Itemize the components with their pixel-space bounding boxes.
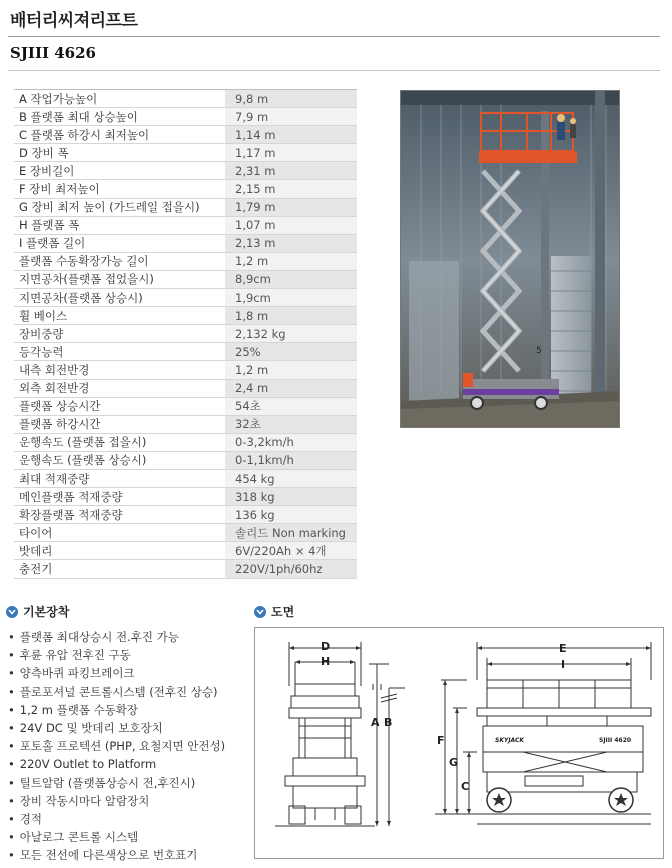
spec-label: 장비중량 bbox=[14, 325, 225, 343]
spec-row bbox=[14, 524, 357, 542]
feature-text: 후륜 유압 전후진 구동 bbox=[19, 648, 131, 663]
spec-label: 운행속도 (플랫폼 상승시) bbox=[14, 451, 225, 469]
dimension-drawing-svg bbox=[255, 628, 665, 860]
scissor-lift-photo bbox=[401, 91, 620, 428]
feature-text: 틸트알람 (플랫폼상승시 전,후진시) bbox=[19, 775, 196, 790]
feature-text: 플로포셔널 콘트롤시스템 (전후진 상승) bbox=[19, 684, 218, 699]
feature-item bbox=[8, 810, 225, 828]
feature-text: 아날로그 콘트롤 시스템 bbox=[19, 830, 139, 845]
spec-value: 2,15 m bbox=[225, 180, 357, 198]
feature-item bbox=[8, 846, 225, 864]
feature-text: 220V Outlet to Platform bbox=[19, 757, 157, 772]
spec-label: 내측 회전반경 bbox=[14, 361, 225, 379]
chevron-down-icon bbox=[254, 606, 266, 618]
bullet: • bbox=[8, 812, 15, 827]
bullet: • bbox=[8, 739, 15, 754]
spec-label: 지면공차(플랫폼 접었을시) bbox=[14, 270, 225, 288]
model-name: SJIII 4626 bbox=[10, 44, 96, 62]
spec-label: H 플랫폼 폭 bbox=[14, 216, 225, 234]
spec-value: 2,13 m bbox=[225, 234, 357, 252]
spec-row bbox=[14, 415, 357, 433]
dim-label-a: A bbox=[371, 716, 380, 729]
dim-label-b: B bbox=[384, 716, 393, 729]
page-title: 배터리씨져리프트 bbox=[10, 11, 138, 31]
spec-label: 외측 회전반경 bbox=[14, 379, 225, 397]
spec-value: 2,132 kg bbox=[225, 325, 357, 343]
drawing-heading bbox=[254, 603, 294, 620]
spec-label: A 작업가능높이 bbox=[14, 90, 225, 108]
spec-row bbox=[14, 252, 357, 270]
features-heading bbox=[6, 603, 69, 620]
spec-row bbox=[14, 542, 357, 560]
spec-row bbox=[14, 307, 357, 325]
spec-row bbox=[14, 234, 357, 252]
spec-row bbox=[14, 433, 357, 451]
spec-label: I 플랫폼 길이 bbox=[14, 234, 225, 252]
spec-value: 32초 bbox=[225, 415, 357, 433]
level-marker: 5 bbox=[536, 346, 542, 356]
spec-label: 타이어 bbox=[14, 524, 225, 542]
bullet: • bbox=[8, 775, 15, 790]
spec-label: E 장비길이 bbox=[14, 162, 225, 180]
spec-value: 220V/1ph/60hz bbox=[225, 560, 357, 578]
spec-value: 1,07 m bbox=[225, 216, 357, 234]
spec-label: 지면공차(플랫폼 상승시) bbox=[14, 289, 225, 307]
spec-row bbox=[14, 379, 357, 397]
model-mark: SJIII 4620 bbox=[599, 737, 632, 744]
spec-label: F 장비 최저높이 bbox=[14, 180, 225, 198]
feature-item bbox=[8, 683, 225, 701]
spec-value: 1,79 m bbox=[225, 198, 357, 216]
spec-row bbox=[14, 144, 357, 162]
feature-item bbox=[8, 755, 225, 773]
feature-text: 포토홀 프로텍션 (PHP, 요철지면 안전성) bbox=[19, 739, 226, 754]
model-divider bbox=[8, 70, 660, 71]
spec-value: 25% bbox=[225, 343, 357, 361]
spec-value: 1,9cm bbox=[225, 289, 357, 307]
spec-value: 2,31 m bbox=[225, 162, 357, 180]
spec-value: 2,4 m bbox=[225, 379, 357, 397]
spec-row bbox=[14, 216, 357, 234]
spec-value: 1,17 m bbox=[225, 144, 357, 162]
spec-row bbox=[14, 469, 357, 487]
spec-row bbox=[14, 325, 357, 343]
spec-row bbox=[14, 451, 357, 469]
spec-value: 1,14 m bbox=[225, 126, 357, 144]
bullet: • bbox=[8, 721, 15, 736]
spec-row bbox=[14, 397, 357, 415]
spec-label: 등각능력 bbox=[14, 343, 225, 361]
brand-mark: SKYJACK bbox=[495, 737, 525, 744]
spec-row bbox=[14, 162, 357, 180]
spec-label: 휠 베이스 bbox=[14, 307, 225, 325]
spec-value: 9,8 m bbox=[225, 90, 357, 108]
bullet: • bbox=[8, 793, 15, 808]
feature-item bbox=[8, 664, 225, 682]
spec-row bbox=[14, 270, 357, 288]
spec-value: 8,9cm bbox=[225, 270, 357, 288]
bullet: • bbox=[8, 666, 15, 681]
spec-label: 플랫폼 하강시간 bbox=[14, 415, 225, 433]
spec-label: G 장비 최저 높이 (가드레일 접을시) bbox=[14, 198, 225, 216]
spec-label: 운행속도 (플랫폼 접을시) bbox=[14, 433, 225, 451]
spec-label: 플랫폼 수동확장가능 길이 bbox=[14, 252, 225, 270]
dim-label-i: I bbox=[561, 658, 566, 671]
bullet: • bbox=[8, 757, 15, 772]
spec-row bbox=[14, 90, 357, 108]
feature-item bbox=[8, 628, 225, 646]
feature-text: 1,2 m 플랫폼 수동확장 bbox=[19, 702, 139, 717]
spec-value: 318 kg bbox=[225, 488, 357, 506]
product-photo bbox=[400, 90, 620, 428]
spec-value: 7,9 m bbox=[225, 108, 357, 126]
feature-item bbox=[8, 828, 225, 846]
spec-row bbox=[14, 343, 357, 361]
dim-label-d: D bbox=[321, 640, 331, 653]
spec-value: 454 kg bbox=[225, 469, 357, 487]
bullet: • bbox=[8, 848, 15, 863]
feature-item bbox=[8, 774, 225, 792]
feature-text: 장비 작동시마다 알람장치 bbox=[19, 793, 150, 808]
feature-item bbox=[8, 737, 225, 755]
feature-item bbox=[8, 646, 225, 664]
dim-label-c: C bbox=[461, 780, 470, 793]
spec-label: 충전기 bbox=[14, 560, 225, 578]
bullet: • bbox=[8, 630, 15, 644]
spec-row bbox=[14, 108, 357, 126]
spec-value: 0-1,1km/h bbox=[225, 451, 357, 469]
spec-value: 136 kg bbox=[225, 506, 357, 524]
feature-item bbox=[8, 701, 225, 719]
spec-label: 메인플랫폼 적재중량 bbox=[14, 488, 225, 506]
spec-table bbox=[14, 89, 357, 579]
spec-row bbox=[14, 289, 357, 307]
feature-item bbox=[8, 719, 225, 737]
spec-row bbox=[14, 488, 357, 506]
spec-row bbox=[14, 361, 357, 379]
feature-text: 경적 bbox=[19, 812, 43, 827]
spec-row bbox=[14, 198, 357, 216]
dim-label-h: H bbox=[321, 655, 331, 668]
spec-value: 1,2 m bbox=[225, 252, 357, 270]
spec-label: 최대 적재중량 bbox=[14, 469, 225, 487]
dim-label-e: E bbox=[559, 642, 567, 655]
bullet: • bbox=[8, 684, 15, 699]
dimension-drawing bbox=[254, 627, 664, 859]
bullet: • bbox=[8, 830, 15, 845]
spec-value: 솔리드 Non marking bbox=[225, 524, 357, 542]
spec-value: 6V/220Ah × 4개 bbox=[225, 542, 357, 560]
spec-label: 플랫폼 상승시간 bbox=[14, 397, 225, 415]
feature-text: 24V DC 및 밧데리 보호장치 bbox=[19, 721, 163, 736]
feature-item bbox=[8, 792, 225, 810]
spec-label: D 장비 폭 bbox=[14, 144, 225, 162]
spec-row bbox=[14, 506, 357, 524]
chevron-down-icon bbox=[6, 606, 18, 618]
features-list bbox=[8, 628, 225, 865]
feature-text: 플랫폼 최대상승시 전.후진 가능 bbox=[19, 630, 179, 644]
feature-text: 모든 전선에 다른색상으로 번호표기 bbox=[19, 848, 198, 863]
spec-row bbox=[14, 180, 357, 198]
spec-value: 1,8 m bbox=[225, 307, 357, 325]
dim-label-g: G bbox=[449, 756, 459, 769]
spec-value: 54초 bbox=[225, 397, 357, 415]
spec-value: 1,2 m bbox=[225, 361, 357, 379]
title-divider bbox=[8, 36, 660, 37]
features-heading-label: 기본장착 bbox=[23, 605, 70, 619]
spec-label: C 플랫폼 하강시 최저높이 bbox=[14, 126, 225, 144]
feature-text: 양측바퀴 파킹브레이크 bbox=[19, 666, 135, 681]
spec-row bbox=[14, 126, 357, 144]
drawing-heading-label: 도면 bbox=[271, 605, 295, 619]
spec-label: 확장플랫폼 적재중량 bbox=[14, 506, 225, 524]
spec-label: 밧데리 bbox=[14, 542, 225, 560]
bullet: • bbox=[8, 702, 15, 717]
bullet: • bbox=[8, 648, 15, 663]
spec-label: B 플랫폼 최대 상승높이 bbox=[14, 108, 225, 126]
dim-label-f: F bbox=[437, 734, 445, 747]
spec-value: 0-3,2km/h bbox=[225, 433, 357, 451]
spec-row bbox=[14, 560, 357, 578]
